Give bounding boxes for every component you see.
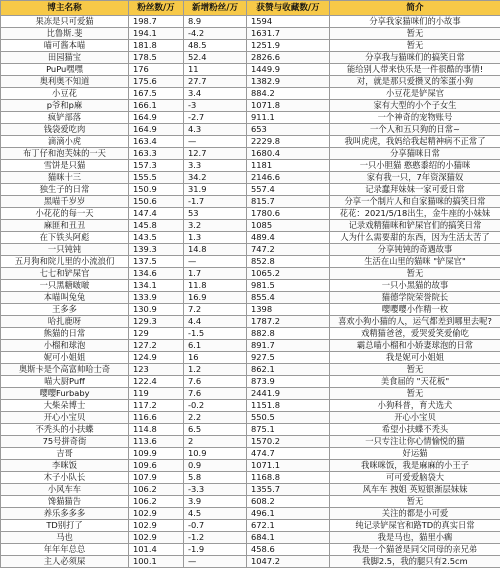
cell-intro: 家有我一只，7年资深猫奴 bbox=[330, 172, 500, 184]
table-row bbox=[1, 208, 500, 220]
cell-new-fans: 11 bbox=[184, 64, 247, 76]
cell-new-fans: 6.5 bbox=[184, 424, 247, 436]
cell-likes: 2826.6 bbox=[247, 52, 330, 64]
cell-name: 麻匪和丑丑 bbox=[1, 220, 129, 232]
cell-name: 小榴和球泡 bbox=[1, 340, 129, 352]
cell-intro: 霸总喵小榴和小娇妻球泡的日常 bbox=[330, 340, 500, 352]
table-row bbox=[1, 412, 500, 424]
cell-fans: 119 bbox=[129, 388, 184, 400]
cell-new-fans: 2.2 bbox=[184, 412, 247, 424]
cell-new-fans: 4.3 bbox=[184, 124, 247, 136]
table-row bbox=[1, 556, 500, 568]
table-row bbox=[1, 340, 500, 352]
cell-new-fans: 53 bbox=[184, 208, 247, 220]
cell-fans: 123 bbox=[129, 364, 184, 376]
cell-fans: 198.7 bbox=[129, 16, 184, 28]
cell-fans: 166.1 bbox=[129, 100, 184, 112]
cell-name: 疯铲部落 bbox=[1, 112, 129, 124]
table-row bbox=[1, 352, 500, 364]
cell-fans: 107.9 bbox=[129, 472, 184, 484]
cell-new-fans: -0.2 bbox=[184, 400, 247, 412]
cell-fans: 106.2 bbox=[129, 496, 184, 508]
table-body bbox=[1, 16, 500, 568]
cell-fans: 134.1 bbox=[129, 280, 184, 292]
cell-new-fans: 34.2 bbox=[184, 172, 247, 184]
cell-name: 王多多 bbox=[1, 304, 129, 316]
cell-fans: 117.2 bbox=[129, 400, 184, 412]
cell-new-fans: 3.2 bbox=[184, 220, 247, 232]
cell-name: 小风车车 bbox=[1, 484, 129, 496]
cell-new-fans: — bbox=[184, 556, 247, 568]
cell-intro: 暂无 bbox=[330, 40, 500, 52]
cell-new-fans: -1.9 bbox=[184, 544, 247, 556]
cell-name: 猫咪十三 bbox=[1, 172, 129, 184]
table-row bbox=[1, 256, 500, 268]
cell-likes: 550.5 bbox=[247, 412, 330, 424]
table-row bbox=[1, 100, 500, 112]
table-row bbox=[1, 268, 500, 280]
cell-new-fans: -3.3 bbox=[184, 484, 247, 496]
table-row bbox=[1, 532, 500, 544]
cell-new-fans: 7.6 bbox=[184, 388, 247, 400]
cell-intro: 暂无 bbox=[330, 496, 500, 508]
cell-likes: 1071.1 bbox=[247, 460, 330, 472]
cell-likes: 1181 bbox=[247, 160, 330, 172]
table-row bbox=[1, 88, 500, 100]
table-row bbox=[1, 172, 500, 184]
cell-fans: 145.8 bbox=[129, 220, 184, 232]
table-row bbox=[1, 148, 500, 160]
table-row bbox=[1, 364, 500, 376]
cell-fans: 178.5 bbox=[129, 52, 184, 64]
cell-fans: 175.6 bbox=[129, 76, 184, 88]
table-row bbox=[1, 76, 500, 88]
cell-fans: 127.2 bbox=[129, 340, 184, 352]
cell-intro: 花花：2021/5/18出生，金牛座的小妹妹 bbox=[330, 208, 500, 220]
cell-likes: 1168.8 bbox=[247, 472, 330, 484]
header-cell-name: 博主名称 bbox=[1, 1, 129, 16]
table-row bbox=[1, 52, 500, 64]
cell-new-fans: 16 bbox=[184, 352, 247, 364]
cell-fans: 124.9 bbox=[129, 352, 184, 364]
cell-intro: 生活在山里的猫咪 "铲屎官" bbox=[330, 256, 500, 268]
table-row bbox=[1, 16, 500, 28]
cell-intro: 我咪咪饭，我是麻麻的小王子 bbox=[330, 460, 500, 472]
cell-new-fans: 0.9 bbox=[184, 460, 247, 472]
table-row bbox=[1, 40, 500, 52]
cell-new-fans: 12.7 bbox=[184, 148, 247, 160]
cell-likes: 1071.8 bbox=[247, 100, 330, 112]
cell-intro: 暂无 bbox=[330, 268, 500, 280]
cell-fans: 102.9 bbox=[129, 532, 184, 544]
cell-likes: 1570.2 bbox=[247, 436, 330, 448]
cell-likes: 1047.2 bbox=[247, 556, 330, 568]
cell-name: 哈扎鹿呀 bbox=[1, 316, 129, 328]
cell-likes: 891.7 bbox=[247, 340, 330, 352]
cell-new-fans: 27.7 bbox=[184, 76, 247, 88]
cell-likes: 458.6 bbox=[247, 544, 330, 556]
cell-new-fans: 4.5 bbox=[184, 508, 247, 520]
cell-fans: 101.4 bbox=[129, 544, 184, 556]
cell-new-fans: 14.8 bbox=[184, 244, 247, 256]
cell-likes: 2441.9 bbox=[247, 388, 330, 400]
cell-name: PuPu嘿嘿 bbox=[1, 64, 129, 76]
cell-fans: 114.8 bbox=[129, 424, 184, 436]
cell-new-fans: -3 bbox=[184, 100, 247, 112]
cell-likes: 927.5 bbox=[247, 352, 330, 364]
cell-name: 雪饼是只猫 bbox=[1, 160, 129, 172]
cell-new-fans: 31.9 bbox=[184, 184, 247, 196]
cell-intro: 一只小胆猫 憨憨黍绍的小猫咪 bbox=[330, 160, 500, 172]
cell-name: 七七和铲屎官 bbox=[1, 268, 129, 280]
header-cell-new-fans: 新增粉丝/万 bbox=[184, 1, 247, 16]
cell-fans: 164.9 bbox=[129, 112, 184, 124]
cell-fans: 194.1 bbox=[129, 28, 184, 40]
cell-intro: 小狗科普，育犬选犬 bbox=[330, 400, 500, 412]
cell-likes: 653 bbox=[247, 124, 330, 136]
cell-intro: 喜欢小狗小猫的人，运气都差到哪里去呢? bbox=[330, 316, 500, 328]
cell-likes: 672.1 bbox=[247, 520, 330, 532]
cell-new-fans: 7.6 bbox=[184, 376, 247, 388]
cell-fans: 109.9 bbox=[129, 448, 184, 460]
cell-fans: 100.1 bbox=[129, 556, 184, 568]
cell-name: 在下铁头阿彪 bbox=[1, 232, 129, 244]
cell-likes: 1085 bbox=[247, 220, 330, 232]
cell-name: 黑喵千岁岁 bbox=[1, 196, 129, 208]
cell-name: p爷和p麻 bbox=[1, 100, 129, 112]
cell-fans: 139.3 bbox=[129, 244, 184, 256]
cell-intro: 暂无 bbox=[330, 28, 500, 40]
cell-new-fans: 1.2 bbox=[184, 364, 247, 376]
cell-fans: 164.9 bbox=[129, 124, 184, 136]
cell-name: 妮可小姐姐 bbox=[1, 352, 129, 364]
cell-likes: 1151.8 bbox=[247, 400, 330, 412]
cell-intro: 记录戏精猫咪和铲屎官们的搞笑日常 bbox=[330, 220, 500, 232]
cell-fans: 116.6 bbox=[129, 412, 184, 424]
cell-new-fans: -0.7 bbox=[184, 520, 247, 532]
cell-fans: 167.5 bbox=[129, 88, 184, 100]
cell-name: 喵可酱本喵 bbox=[1, 40, 129, 52]
cell-likes: 1787.2 bbox=[247, 316, 330, 328]
cell-name: 田园猫宝 bbox=[1, 52, 129, 64]
cell-name: 比鲁斯.斐 bbox=[1, 28, 129, 40]
header-cell-fans: 粉丝数/万 bbox=[129, 1, 184, 16]
table-row bbox=[1, 292, 500, 304]
cell-intro: 戏精猫爸爸，爱哭爱笑爱偷吃 bbox=[330, 328, 500, 340]
cell-likes: 1680.4 bbox=[247, 148, 330, 160]
cell-new-fans: -1.2 bbox=[184, 532, 247, 544]
cell-intro: 我脚2.5，我的腿只有2.5cm bbox=[330, 556, 500, 568]
cell-intro: 一只小黑猫的故事 bbox=[330, 280, 500, 292]
table-row bbox=[1, 244, 500, 256]
cell-new-fans: 7.2 bbox=[184, 304, 247, 316]
cell-likes: 1449.9 bbox=[247, 64, 330, 76]
cell-intro: 暂无 bbox=[330, 364, 500, 376]
cell-likes: 496.1 bbox=[247, 508, 330, 520]
table-row bbox=[1, 328, 500, 340]
cell-likes: 474.7 bbox=[247, 448, 330, 460]
cell-name: 一只钝钝 bbox=[1, 244, 129, 256]
cell-likes: 815.7 bbox=[247, 196, 330, 208]
cell-likes: 873.9 bbox=[247, 376, 330, 388]
cell-fans: 130.9 bbox=[129, 304, 184, 316]
cell-new-fans: — bbox=[184, 136, 247, 148]
table-row bbox=[1, 160, 500, 172]
cell-fans: 137.5 bbox=[129, 256, 184, 268]
cell-intro: 我叫虎虎，我妈给我起精神病不正常了 bbox=[330, 136, 500, 148]
table-row bbox=[1, 544, 500, 556]
cell-likes: 1594 bbox=[247, 16, 330, 28]
cell-intro: 希望小扶蝶不秃头 bbox=[330, 424, 500, 436]
cell-likes: 1631.7 bbox=[247, 28, 330, 40]
cell-fans: 106.2 bbox=[129, 484, 184, 496]
cell-new-fans: 6.1 bbox=[184, 340, 247, 352]
cell-name: 独生子的日常 bbox=[1, 184, 129, 196]
cell-name: 滴滴小虎 bbox=[1, 136, 129, 148]
cell-new-fans: -2.7 bbox=[184, 112, 247, 124]
cell-intro: 暂无 bbox=[330, 388, 500, 400]
cell-likes: 882.8 bbox=[247, 328, 330, 340]
cell-fans: 150.9 bbox=[129, 184, 184, 196]
cell-name: 奥利奥不知道 bbox=[1, 76, 129, 88]
cell-fans: 129.3 bbox=[129, 316, 184, 328]
cell-likes: 1382.9 bbox=[247, 76, 330, 88]
cell-new-fans: 1.3 bbox=[184, 232, 247, 244]
cell-name: 吉哥 bbox=[1, 448, 129, 460]
cell-new-fans: 3.9 bbox=[184, 496, 247, 508]
cell-fans: 176 bbox=[129, 64, 184, 76]
cell-new-fans: — bbox=[184, 256, 247, 268]
cell-new-fans: 11.8 bbox=[184, 280, 247, 292]
cell-name: 钱袋爱吃肉 bbox=[1, 124, 129, 136]
cell-new-fans: 48.5 bbox=[184, 40, 247, 52]
table-row bbox=[1, 448, 500, 460]
cell-intro: 嘤嘤嘤小作精一枚 bbox=[330, 304, 500, 316]
cell-intro: 风车车 拽姐 英短银渐层妹妹 bbox=[330, 484, 500, 496]
cell-intro: 好运猫 bbox=[330, 448, 500, 460]
cell-name: 不秃头的小扶蝶 bbox=[1, 424, 129, 436]
cell-name: TD别打了 bbox=[1, 520, 129, 532]
table-row bbox=[1, 484, 500, 496]
cell-likes: 608.2 bbox=[247, 496, 330, 508]
cell-likes: 911.1 bbox=[247, 112, 330, 124]
cell-fans: 163.4 bbox=[129, 136, 184, 148]
cell-intro: 能给别人带来快乐是一件很酷的事情! bbox=[330, 64, 500, 76]
cell-likes: 684.1 bbox=[247, 532, 330, 544]
cell-new-fans: -1.7 bbox=[184, 196, 247, 208]
cell-likes: 862.1 bbox=[247, 364, 330, 376]
table-row bbox=[1, 304, 500, 316]
table-row bbox=[1, 460, 500, 472]
table-row bbox=[1, 220, 500, 232]
cell-fans: 143.5 bbox=[129, 232, 184, 244]
cell-likes: 855.4 bbox=[247, 292, 330, 304]
table-row bbox=[1, 472, 500, 484]
cell-fans: 157.3 bbox=[129, 160, 184, 172]
header-cell-intro: 简介 bbox=[330, 1, 500, 16]
cell-new-fans: 8.9 bbox=[184, 16, 247, 28]
header-cell-likes: 获赞与收藏数/万 bbox=[247, 1, 330, 16]
cell-likes: 2146.6 bbox=[247, 172, 330, 184]
cell-intro: 分享钝钝的奇遇故事 bbox=[330, 244, 500, 256]
cell-new-fans: 4.4 bbox=[184, 316, 247, 328]
cell-fans: 129 bbox=[129, 328, 184, 340]
cell-likes: 1065.2 bbox=[247, 268, 330, 280]
cell-intro: 分享猫咪日常 bbox=[330, 148, 500, 160]
cell-new-fans: 3.4 bbox=[184, 88, 247, 100]
table-row bbox=[1, 196, 500, 208]
table-row bbox=[1, 184, 500, 196]
cell-fans: 150.6 bbox=[129, 196, 184, 208]
cell-intro: 家有大型的小个子女生 bbox=[330, 100, 500, 112]
table-row bbox=[1, 388, 500, 400]
cell-intro: 分享我家猫咪们的小故事 bbox=[330, 16, 500, 28]
cell-name: 李咪饭 bbox=[1, 460, 129, 472]
cell-new-fans: 5.8 bbox=[184, 472, 247, 484]
cell-intro: 美食届的 "天花板" bbox=[330, 376, 500, 388]
cell-name: 熊猫的日常 bbox=[1, 328, 129, 340]
cell-fans: 133.9 bbox=[129, 292, 184, 304]
cell-intro: 我是马也，猫里小瘸 bbox=[330, 532, 500, 544]
cell-intro: 人为什么需要甜的东西，因为生活太苦了 bbox=[330, 232, 500, 244]
cell-intro: 一个人和五只狗的日常~ bbox=[330, 124, 500, 136]
table-row bbox=[1, 64, 500, 76]
cell-name: 小豆花 bbox=[1, 88, 129, 100]
cell-name: 布丁仔和泡芙妹的一天 bbox=[1, 148, 129, 160]
table-row bbox=[1, 280, 500, 292]
cell-intro: 关注的都是小可爱 bbox=[330, 508, 500, 520]
cell-fans: 155.5 bbox=[129, 172, 184, 184]
table-row bbox=[1, 508, 500, 520]
cell-name: 一只黑糖啵啵 bbox=[1, 280, 129, 292]
cell-new-fans: 10.9 bbox=[184, 448, 247, 460]
cell-likes: 2229.8 bbox=[247, 136, 330, 148]
cell-fans: 122.4 bbox=[129, 376, 184, 388]
cell-fans: 102.9 bbox=[129, 520, 184, 532]
table-row bbox=[1, 400, 500, 412]
cell-intro: 记录蠢拜妹妹一家可爱日常 bbox=[330, 184, 500, 196]
cell-fans: 163.3 bbox=[129, 148, 184, 160]
cell-likes: 852.8 bbox=[247, 256, 330, 268]
cell-name: 奥斯卡是个高富帅哈士奇 bbox=[1, 364, 129, 376]
table-row bbox=[1, 124, 500, 136]
cell-likes: 489.4 bbox=[247, 232, 330, 244]
cell-new-fans: 1.7 bbox=[184, 268, 247, 280]
table-row bbox=[1, 376, 500, 388]
table-row bbox=[1, 436, 500, 448]
cell-likes: 1780.6 bbox=[247, 208, 330, 220]
cell-intro: 对，就是那只爱攒叉的笨蛋小狗 bbox=[330, 76, 500, 88]
header-row bbox=[1, 1, 500, 16]
cell-fans: 147.4 bbox=[129, 208, 184, 220]
cell-new-fans: 16.9 bbox=[184, 292, 247, 304]
table-row bbox=[1, 520, 500, 532]
cell-new-fans: -4.2 bbox=[184, 28, 247, 40]
cell-fans: 134.6 bbox=[129, 268, 184, 280]
cell-name: 年年年总总 bbox=[1, 544, 129, 556]
cell-name: 本喵叫兔兔 bbox=[1, 292, 129, 304]
cell-fans: 113.6 bbox=[129, 436, 184, 448]
cell-name: 五月狗和院儿里的小流浪们 bbox=[1, 256, 129, 268]
cell-intro: 可可爱爱脑袋大 bbox=[330, 472, 500, 484]
cell-name: 喵大厨Puff bbox=[1, 376, 129, 388]
cell-intro: 开心小宝贝 bbox=[330, 412, 500, 424]
cell-likes: 875.1 bbox=[247, 424, 330, 436]
table-row bbox=[1, 232, 500, 244]
cell-intro: 分享我与猫咪们的搞笑日常 bbox=[330, 52, 500, 64]
cell-name: 养乐多多多 bbox=[1, 508, 129, 520]
cell-name: 馋猫猫告 bbox=[1, 496, 129, 508]
cell-intro: 一只专注让你心情愉悦的猫 bbox=[330, 436, 500, 448]
cell-name: 大柴朵博士 bbox=[1, 400, 129, 412]
table-row bbox=[1, 112, 500, 124]
cell-likes: 747.2 bbox=[247, 244, 330, 256]
cell-likes: 1355.7 bbox=[247, 484, 330, 496]
cell-likes: 981.5 bbox=[247, 280, 330, 292]
cell-new-fans: 2 bbox=[184, 436, 247, 448]
cell-name: 小花花的每一天 bbox=[1, 208, 129, 220]
cell-name: 75号拼奇街 bbox=[1, 436, 129, 448]
cell-intro: 纯记录铲屎官和路TD的真实日常 bbox=[330, 520, 500, 532]
cell-new-fans: 3.3 bbox=[184, 160, 247, 172]
cell-new-fans: 52.4 bbox=[184, 52, 247, 64]
cell-intro: 我是妮可小姐姐 bbox=[330, 352, 500, 364]
table-row bbox=[1, 424, 500, 436]
cell-intro: 我是一个猫爸是同父同母的亲兄弟 bbox=[330, 544, 500, 556]
cell-name: 木子小队长 bbox=[1, 472, 129, 484]
cell-fans: 102.9 bbox=[129, 508, 184, 520]
cell-name: 开心小宝贝 bbox=[1, 412, 129, 424]
cell-intro: 小豆花是铲屎官 bbox=[330, 88, 500, 100]
table-row bbox=[1, 496, 500, 508]
cell-likes: 884.2 bbox=[247, 88, 330, 100]
cell-fans: 109.6 bbox=[129, 460, 184, 472]
table-header bbox=[1, 1, 500, 16]
cell-likes: 557.4 bbox=[247, 184, 330, 196]
cell-likes: 1398 bbox=[247, 304, 330, 316]
cell-intro: 一个神奇的宠物账号 bbox=[330, 112, 500, 124]
cell-likes: 1251.9 bbox=[247, 40, 330, 52]
cell-fans: 181.8 bbox=[129, 40, 184, 52]
cell-name: 果冻是只可爱猫 bbox=[1, 16, 129, 28]
table-row bbox=[1, 28, 500, 40]
cell-new-fans: -1.5 bbox=[184, 328, 247, 340]
cell-name: 主人必须屎 bbox=[1, 556, 129, 568]
cell-name: 嘤嘤Furbaby bbox=[1, 388, 129, 400]
table-row bbox=[1, 136, 500, 148]
cell-intro: 分享一个制片人和自家猫咪的搞笑日常 bbox=[330, 196, 500, 208]
cell-intro: 猫德学院荣誉院长 bbox=[330, 292, 500, 304]
cell-name: 马也 bbox=[1, 532, 129, 544]
table-row bbox=[1, 316, 500, 328]
